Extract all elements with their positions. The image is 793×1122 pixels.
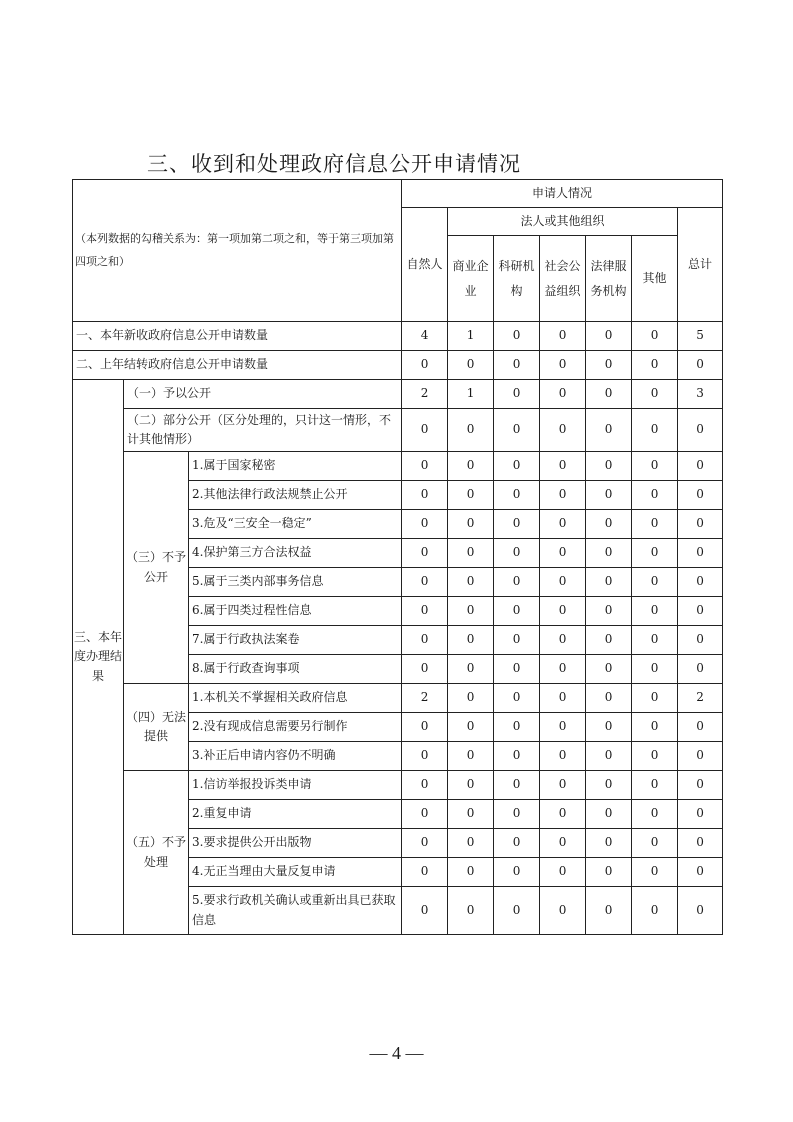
value-cell: 0 [402,626,448,655]
value-cell: 0 [632,887,678,935]
value-cell: 0 [540,481,586,510]
row-label: 5.属于三类内部事务信息 [189,568,402,597]
value-cell: 0 [632,829,678,858]
value-cell: 0 [632,597,678,626]
value-cell: 0 [586,771,632,800]
row-label: 6.属于四类过程性信息 [189,597,402,626]
value-cell: 0 [632,771,678,800]
value-cell: 0 [678,539,723,568]
row-label: 5.要求行政机关确认或重新出具已获取信息 [189,887,402,935]
section-title: 三、收到和处理政府信息公开申请情况 [147,152,521,176]
value-cell: 0 [540,322,586,351]
row-label: 一、本年新收政府信息公开申请数量 [73,322,402,351]
value-cell: 0 [632,351,678,380]
value-cell: 0 [678,829,723,858]
value-cell: 0 [448,887,494,935]
value-cell: 0 [632,684,678,713]
value-cell: 0 [632,713,678,742]
row-label: 1.信访举报投诉类申请 [189,771,402,800]
value-cell: 0 [586,539,632,568]
value-cell: 0 [402,481,448,510]
value-cell: 0 [586,510,632,539]
value-cell: 0 [540,800,586,829]
value-cell: 0 [540,452,586,481]
application-stats-table [72,179,723,935]
value-cell: 0 [678,771,723,800]
value-cell: 2 [402,684,448,713]
value-cell: 0 [586,380,632,409]
row-label: 4.无正当理由大量反复申请 [189,858,402,887]
value-cell: 0 [586,351,632,380]
value-cell: 0 [540,539,586,568]
value-cell: 0 [448,626,494,655]
value-cell: 0 [586,322,632,351]
table-row [73,684,723,713]
value-cell: 0 [678,452,723,481]
value-cell: 0 [586,655,632,684]
row-label: 2.其他法律行政法规禁止公开 [189,481,402,510]
value-cell: 0 [540,380,586,409]
value-cell: 0 [540,684,586,713]
row-label: （一）予以公开 [124,380,402,409]
value-cell: 0 [448,510,494,539]
value-cell: 0 [448,409,494,452]
table-row [73,380,723,409]
value-cell: 0 [494,887,540,935]
value-cell: 0 [494,510,540,539]
value-cell: 0 [678,887,723,935]
value-cell: 0 [494,409,540,452]
value-cell: 0 [402,452,448,481]
value-cell: 0 [402,887,448,935]
value-cell: 1 [448,322,494,351]
value-cell: 0 [586,481,632,510]
value-cell: 0 [448,713,494,742]
value-cell: 0 [678,597,723,626]
value-cell: 0 [540,568,586,597]
value-cell: 0 [448,655,494,684]
value-cell: 0 [632,800,678,829]
value-cell: 0 [586,858,632,887]
value-cell: 0 [586,713,632,742]
row-label: 2.重复申请 [189,800,402,829]
row-label: 3.要求提供公开出版物 [189,829,402,858]
header-legal-service: 法律服务机构 [586,236,632,322]
value-cell: 0 [678,858,723,887]
value-cell: 0 [540,409,586,452]
value-cell: 0 [632,742,678,771]
value-cell: 0 [678,655,723,684]
value-cell: 0 [678,713,723,742]
row-label: 4.保护第三方合法权益 [189,539,402,568]
value-cell: 0 [402,713,448,742]
value-cell: 0 [678,742,723,771]
table-row [73,409,723,452]
table-row [73,351,723,380]
row-label: 7.属于行政执法案卷 [189,626,402,655]
value-cell: 0 [632,380,678,409]
value-cell: 0 [494,568,540,597]
value-cell: 0 [540,351,586,380]
value-cell: 0 [632,568,678,597]
value-cell: 0 [678,409,723,452]
value-cell: 0 [632,858,678,887]
value-cell: 0 [402,858,448,887]
value-cell: 0 [586,684,632,713]
value-cell: 0 [632,510,678,539]
value-cell: 2 [402,380,448,409]
value-cell: 0 [632,539,678,568]
value-cell: 0 [586,626,632,655]
value-cell: 0 [586,800,632,829]
header-note: （本列数据的勾稽关系为：第一项加第二项之和，等于第三项加第四项之和） [73,180,402,322]
value-cell: 0 [632,481,678,510]
value-cell: 0 [494,742,540,771]
value-cell: 0 [678,626,723,655]
page-number: — 4 — [369,1043,424,1063]
value-cell: 0 [494,539,540,568]
value-cell: 0 [402,568,448,597]
row-label: 8.属于行政查询事项 [189,655,402,684]
value-cell: 0 [586,409,632,452]
table-row [73,452,723,481]
header-social: 社会公益组织 [540,236,586,322]
value-cell: 0 [402,351,448,380]
value-cell: 0 [632,626,678,655]
value-cell: 0 [448,684,494,713]
value-cell: 0 [632,452,678,481]
value-cell: 0 [678,510,723,539]
value-cell: 0 [494,351,540,380]
value-cell: 0 [402,409,448,452]
value-cell: 0 [448,481,494,510]
row-label: 3.补正后申请内容仍不明确 [189,742,402,771]
row-label: 2.没有现成信息需要另行制作 [189,713,402,742]
value-cell: 4 [402,322,448,351]
value-cell: 0 [494,713,540,742]
value-cell: 0 [448,829,494,858]
value-cell: 0 [540,887,586,935]
header-other: 其他 [632,236,678,322]
value-cell: 0 [540,626,586,655]
value-cell: 5 [678,322,723,351]
value-cell: 0 [632,322,678,351]
value-cell: 0 [494,800,540,829]
header-research: 科研机构 [494,236,540,322]
value-cell: 0 [448,597,494,626]
value-cell: 0 [494,452,540,481]
value-cell: 0 [494,684,540,713]
value-cell: 0 [494,829,540,858]
header-total: 总计 [678,208,723,322]
row-label: （二）部分公开（区分处理的，只计这一情形，不计其他情形） [124,409,402,452]
value-cell: 0 [494,858,540,887]
value-cell: 0 [402,597,448,626]
value-cell: 0 [586,568,632,597]
value-cell: 0 [402,510,448,539]
value-cell: 0 [586,829,632,858]
table-row [73,771,723,800]
value-cell: 0 [494,771,540,800]
value-cell: 0 [632,409,678,452]
value-cell: 0 [494,481,540,510]
value-cell: 0 [540,829,586,858]
value-cell: 1 [448,380,494,409]
row-label: 1.本机关不掌握相关政府信息 [189,684,402,713]
value-cell: 0 [448,858,494,887]
value-cell: 0 [494,626,540,655]
header-applicant: 申请人情况 [402,180,723,208]
value-cell: 0 [540,858,586,887]
value-cell: 0 [540,597,586,626]
header-legal-group: 法人或其他组织 [448,208,678,236]
value-cell: 0 [586,452,632,481]
value-cell: 0 [402,771,448,800]
value-cell: 0 [494,380,540,409]
value-cell: 0 [678,800,723,829]
row-label: 3.危及“三安全一稳定” [189,510,402,539]
value-cell: 3 [678,380,723,409]
value-cell: 0 [540,713,586,742]
value-cell: 0 [448,452,494,481]
table-row [73,322,723,351]
value-cell: 0 [586,887,632,935]
value-cell: 0 [448,568,494,597]
value-cell: 0 [494,655,540,684]
value-cell: 0 [448,742,494,771]
value-cell: 0 [678,481,723,510]
header-commercial: 商业企业 [448,236,494,322]
value-cell: 0 [678,351,723,380]
value-cell: 0 [402,800,448,829]
value-cell: 0 [402,655,448,684]
value-cell: 0 [540,771,586,800]
value-cell: 0 [540,655,586,684]
value-cell: 0 [632,655,678,684]
value-cell: 0 [494,322,540,351]
value-cell: 0 [586,742,632,771]
value-cell: 0 [540,742,586,771]
row-label: 1.属于国家秘密 [189,452,402,481]
value-cell: 0 [540,510,586,539]
value-cell: 0 [402,539,448,568]
value-cell: 0 [586,597,632,626]
header-natural-person: 自然人 [402,208,448,322]
group-label: （三）不予公开 [124,452,189,684]
value-cell: 2 [678,684,723,713]
group-label: （五）不予处理 [124,771,189,935]
section-label-results: 三、本年度办理结果 [73,380,124,935]
value-cell: 0 [678,568,723,597]
value-cell: 0 [402,829,448,858]
value-cell: 0 [494,597,540,626]
group-label: （四）无法提供 [124,684,189,771]
value-cell: 0 [448,771,494,800]
value-cell: 0 [448,539,494,568]
value-cell: 0 [402,742,448,771]
value-cell: 0 [448,351,494,380]
value-cell: 0 [448,800,494,829]
row-label: 二、上年结转政府信息公开申请数量 [73,351,402,380]
